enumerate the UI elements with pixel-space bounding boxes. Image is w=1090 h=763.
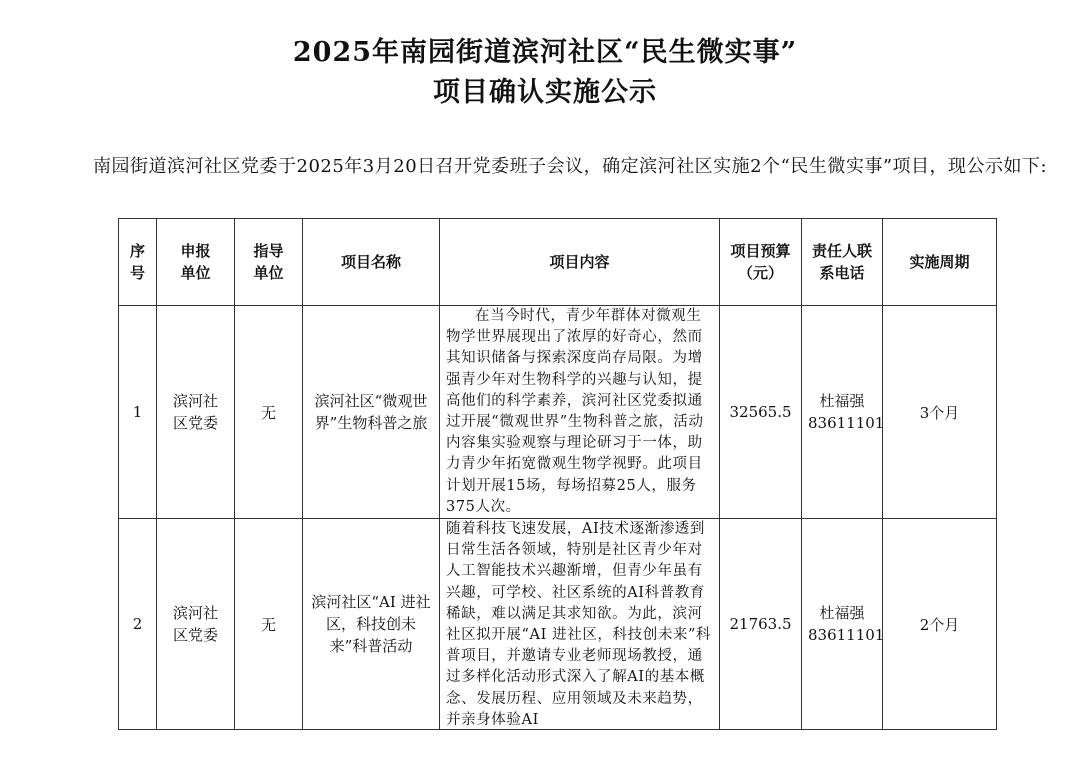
header-name: 项目名称 bbox=[303, 219, 440, 306]
header-seq: 序号 bbox=[119, 219, 157, 306]
header-period: 实施周期 bbox=[883, 219, 997, 306]
header-guide: 指导单位 bbox=[235, 219, 303, 306]
cell-project-name: 滨河社区“微观世界”生物科普之旅 bbox=[303, 306, 440, 519]
table-header-row bbox=[119, 219, 997, 306]
cell-guide: 无 bbox=[235, 306, 303, 519]
cell-budget: 21763.5 bbox=[720, 519, 802, 730]
header-contact: 责任人联系电话 bbox=[802, 219, 883, 306]
cell-project-name: 滨河社区“AI 进社区，科技创未来”科普活动 bbox=[303, 519, 440, 730]
cell-applicant: 滨河社区党委 bbox=[157, 519, 235, 730]
table-row bbox=[119, 306, 997, 519]
intro-paragraph: 南园街道滨河社区党委于2025年3月20日召开党委班子会议，确定滨河社区实施2个“民生微实事”项目，现公示如下: bbox=[93, 156, 1048, 177]
contact-name: 杜福强 bbox=[819, 392, 865, 411]
cell-project-content: 在当今时代，青少年群体对微观生物学世界展现出了浓厚的好奇心，然而其知识储备与探索深度尚存局限。为增强青少年对生物科学的兴趣与认知，提高他们的科学素养，滨河社区党委拟通过开展“微观世界”生物科普之旅，活动内容集实验观察与理论研习于一体，助力青少年拓宽微观生物学视野。此项目计划开展15场，每场招募25人，服务375人次。 bbox=[440, 306, 720, 519]
cell-seq: 1 bbox=[119, 306, 157, 519]
cell-applicant: 滨河社区党委 bbox=[157, 306, 235, 519]
cell-budget: 32565.5 bbox=[720, 306, 802, 519]
project-table bbox=[118, 218, 997, 730]
cell-project-content: 随着科技飞速发展，AI技术逐渐渗透到日常生活各领域，特别是社区青少年对人工智能技术兴趣渐增，但青少年虽有兴趣，可学校、社区系统的AI科普教育稀缺，难以满足其求知欲。为此，滨河社区拟开展“AI 进社区，科技创未来”科普项目，并邀请专业老师现场教授，通过多样化活动形式深入了解AI的基本概念、发展历程、应用领域及未来趋势，并亲身体验AI bbox=[440, 519, 720, 730]
cell-seq: 2 bbox=[119, 519, 157, 730]
contact-name: 杜福强 bbox=[819, 604, 865, 623]
header-content: 项目内容 bbox=[440, 219, 720, 306]
cell-guide: 无 bbox=[235, 519, 303, 730]
cell-contact bbox=[802, 519, 883, 730]
table-row bbox=[119, 519, 997, 730]
contact-phone: 83611101 bbox=[808, 414, 885, 433]
cell-contact bbox=[802, 306, 883, 519]
document-title-line-2: 项目确认实施公示 bbox=[433, 77, 657, 108]
header-budget: 项目预算（元） bbox=[720, 219, 802, 306]
header-applicant: 申报单位 bbox=[157, 219, 235, 306]
document-title-line-1: 2025年南园街道滨河社区“民生微实事” bbox=[292, 37, 798, 68]
cell-period: 3个月 bbox=[883, 306, 997, 519]
cell-period: 2个月 bbox=[883, 519, 997, 730]
contact-phone: 83611101 bbox=[808, 626, 885, 645]
